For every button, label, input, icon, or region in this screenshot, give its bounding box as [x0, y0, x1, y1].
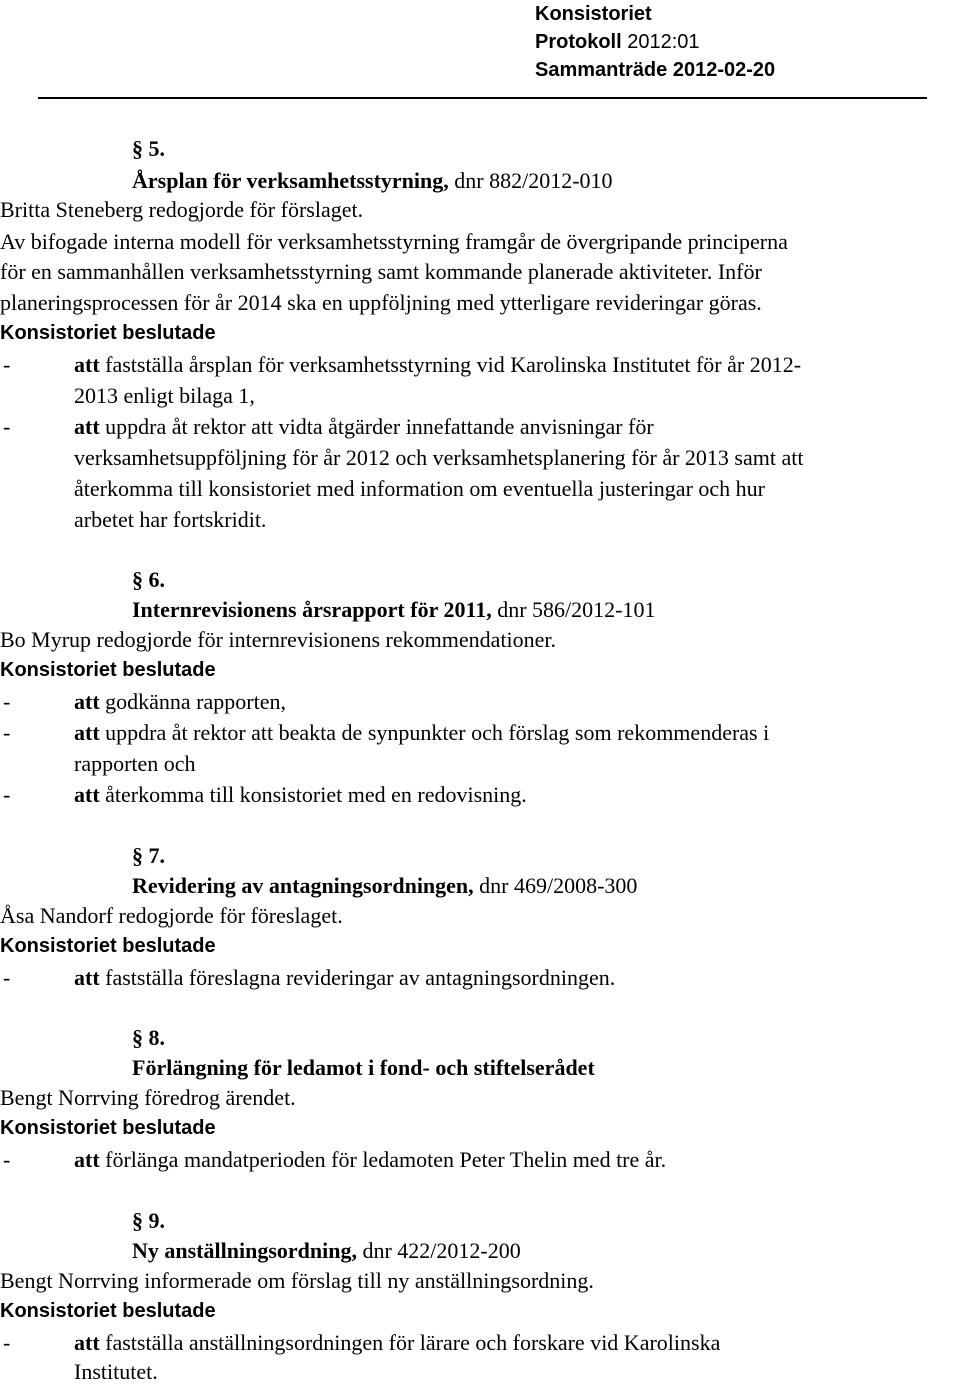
section-5-item-2-cont-3: arbetet har fortskridit. [74, 507, 267, 532]
section-9-decision-label: Konsistoriet beslutade [0, 1300, 216, 1322]
section-5-item-2-cont-1: verksamhetsuppföljning för år 2012 och verksamhetsplanering för år 2013 samt att [74, 445, 804, 470]
section-7-presenter: Åsa Nandorf redogjorde för föreslaget. [0, 903, 343, 928]
page-header [535, 0, 775, 84]
section-8-decision-label: Konsistoriet beslutade [0, 1117, 216, 1139]
section-5-number: § 5. [132, 136, 165, 161]
section-5-text-3: planeringsprocessen för år 2014 ska en uppföljning med ytterligare revideringar göras. [0, 290, 762, 315]
section-5-heading: Årsplan för verksamhetsstyrning, dnr 882/2012-010 [132, 168, 613, 193]
section-8-heading: Förlängning för ledamot i fond- och stiftelserådet [132, 1055, 595, 1080]
header-org: Konsistoriet [535, 3, 652, 25]
section-6-heading: Internrevisionens årsrapport för 2011, dnr 586/2012-101 [132, 597, 656, 622]
header-protocol: Protokoll 2012:01 [535, 31, 700, 53]
section-9-heading: Ny anställningsordning, dnr 422/2012-200 [132, 1238, 521, 1263]
section-8-presenter: Bengt Norrving föredrog ärendet. [0, 1085, 296, 1110]
header-meeting: Sammanträde 2012-02-20 [535, 59, 776, 81]
section-5-decision-label: Konsistoriet beslutade [0, 322, 216, 344]
section-6-item-2-cont: rapporten och [74, 751, 196, 776]
section-5-text-1: Av bifogade interna modell för verksamhetsstyrning framgår de övergripande principerna [0, 229, 788, 254]
section-5-presenter: Britta Steneberg redogjorde för förslaget. [0, 197, 364, 222]
section-9-presenter: Bengt Norrving informerade om förslag till ny anställningsordning. [0, 1268, 594, 1293]
section-5-text-2: för en sammanhållen verksamhetsstyrning samt kommande planerade aktiviteter. Inför [0, 259, 762, 284]
section-6-decision-label: Konsistoriet beslutade [0, 659, 216, 681]
section-9-number: § 9. [132, 1208, 165, 1233]
header-rule [38, 97, 927, 99]
section-7-heading: Revidering av antagningsordningen, dnr 469/2008-300 [132, 873, 638, 898]
section-6-presenter: Bo Myrup redogjorde för internrevisionens rekommendationer. [0, 627, 556, 652]
section-5-item-1-cont: 2013 enligt bilaga 1, [74, 383, 255, 408]
section-7-decision-label: Konsistoriet beslutade [0, 935, 216, 957]
section-5-item-2-cont-2: återkomma till konsistoriet med information om eventuella justeringar och hur [74, 476, 765, 501]
section-7-number: § 7. [132, 843, 165, 868]
section-8-number: § 8. [132, 1025, 165, 1050]
section-9-item-1-cont: Institutet. [74, 1359, 158, 1384]
section-6-number: § 6. [132, 567, 165, 592]
